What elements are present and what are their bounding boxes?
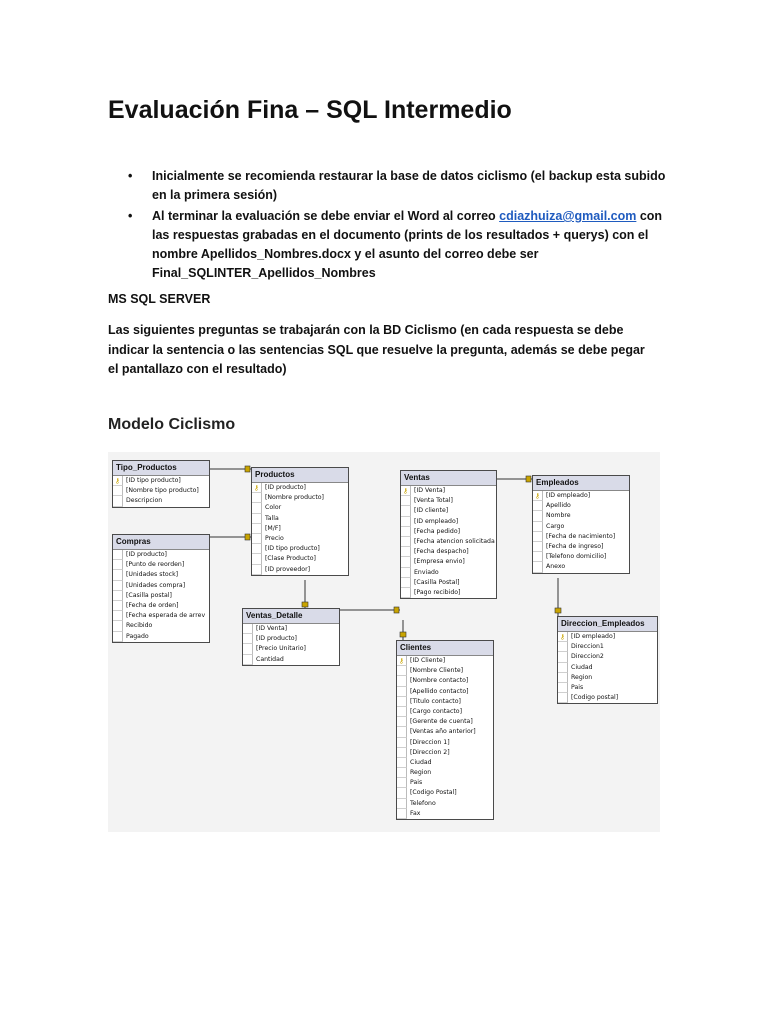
column-name: Cantidad [256,655,284,663]
column-name: [ID producto] [256,635,297,643]
table-header: Compras [113,535,209,550]
table-tipo-productos[interactable] [112,460,210,508]
row-selector [113,581,123,591]
instruction-item-submit [108,207,668,283]
row-selector [401,527,411,537]
column-row [113,632,209,642]
row-selector [252,554,262,564]
bullet-icon: • [128,209,133,223]
column-row [397,656,493,666]
row-selector [113,570,123,580]
table-header: Ventas_Detalle [243,609,339,624]
row-selector [243,644,253,654]
primary-key-icon: ⚷ [533,491,543,501]
column-row [113,570,209,580]
primary-key-icon: ⚷ [401,486,411,496]
column-row [113,550,209,560]
row-selector [397,727,407,737]
row-selector [252,534,262,544]
row-selector [533,562,543,572]
row-selector [397,707,407,717]
row-selector [533,552,543,562]
column-name: Pais [410,779,423,787]
row-selector [397,758,407,768]
column-row [558,663,657,673]
row-selector [243,634,253,644]
column-row [252,503,348,513]
instruction-item-restore [108,167,668,205]
column-row [397,738,493,748]
table-productos[interactable] [251,467,349,576]
column-name: [ID cliente] [414,507,449,515]
column-name: [Codigo postal] [571,694,619,702]
column-name: Ciudad [571,663,593,671]
column-row [113,476,209,486]
column-row [397,717,493,727]
instruction-text: y el asunto del correo debe ser [350,247,539,261]
column-row [401,527,496,537]
column-name: [Casilla Postal] [414,578,460,586]
row-selector [243,624,253,634]
column-row [401,588,496,598]
column-row [558,652,657,662]
row-selector [558,663,568,673]
column-row [401,486,496,496]
column-row [113,591,209,601]
column-row [113,560,209,570]
column-row [401,557,496,567]
column-name: Region [571,673,593,681]
row-selector [397,717,407,727]
column-name: Direccion2 [571,653,604,661]
column-name: [Precio Unitario] [256,645,306,653]
column-name: Precio [265,534,284,542]
column-row [558,642,657,652]
row-selector [397,687,407,697]
row-selector [397,697,407,707]
row-selector [397,738,407,748]
table-header: Ventas [401,471,496,486]
column-row [533,522,629,532]
column-name: [ID empleado] [571,633,616,640]
column-name: [ID proveedor] [265,565,311,573]
column-name: Anexo [546,563,566,571]
column-row [243,624,339,634]
column-name: [Direccion 1] [410,738,450,746]
row-selector [397,809,407,819]
column-name: [ID tipo producto] [126,477,181,484]
column-row [397,799,493,809]
column-row [243,644,339,654]
table-header: Tipo_Productos [113,461,209,476]
column-row [113,601,209,611]
column-name: Telefono [410,799,436,807]
row-selector [397,788,407,798]
column-name: Fax [410,809,421,817]
column-row [252,544,348,554]
column-row [533,491,629,501]
row-selector [401,557,411,567]
column-row [243,655,339,665]
column-row [401,537,496,547]
column-name: [ID Venta] [414,487,446,494]
row-selector [113,611,123,621]
column-name: [Direccion 2] [410,748,450,756]
column-name: [Unidades stock] [126,571,179,579]
row-selector [397,748,407,758]
column-row [397,748,493,758]
primary-key-icon: ⚷ [397,656,407,666]
table-empleados[interactable] [532,475,630,574]
model-heading: Modelo Ciclismo [108,416,236,433]
column-row [401,547,496,557]
file-name: Apellidos_Nombres.docx [200,247,351,261]
instruction-text: con las respuestas grabadas en el documento (prints de los resultados + querys) con el nombre [152,209,663,261]
column-row [113,581,209,591]
column-name: [Unidades compra] [126,581,186,589]
email-subject: Final_SQLINTER_Apellidos_Nombres [152,266,376,280]
column-row [397,788,493,798]
column-name: Apellido [546,502,571,510]
row-selector [558,673,568,683]
column-row [252,534,348,544]
row-selector [252,524,262,534]
column-name: [M/F] [265,524,281,532]
row-selector [397,768,407,778]
column-name: [Fecha despacho] [414,548,469,556]
table-header: Direccion_Empleados [558,617,657,632]
column-row [252,565,348,575]
er-diagram [108,452,660,832]
row-selector [558,642,568,652]
column-name: Pais [571,683,584,691]
column-row [113,611,209,621]
instruction-text: Al terminar la evaluación se debe enviar el Word al correo [152,209,500,223]
column-row [397,676,493,686]
column-row [397,778,493,788]
row-selector [252,544,262,554]
row-selector [533,542,543,552]
column-name: [ID empleado] [546,492,591,499]
row-selector [401,506,411,516]
column-row [397,758,493,768]
table-header: Productos [252,468,348,483]
column-name: [Titulo contacto] [410,697,461,705]
primary-key-icon: ⚷ [558,632,568,642]
row-selector [397,666,407,676]
row-selector [113,632,123,642]
column-row [558,683,657,693]
column-name: [Cargo contacto] [410,707,462,715]
column-row [113,496,209,506]
column-row [533,501,629,511]
row-selector [533,511,543,521]
row-selector [533,501,543,511]
row-selector [401,568,411,578]
column-row [533,511,629,521]
column-row [397,809,493,819]
column-name: Nombre [546,512,571,520]
column-row [397,707,493,717]
column-row [113,486,209,496]
table-header: Clientes [397,641,493,656]
column-name: [Empresa envio] [414,558,465,566]
column-row [397,687,493,697]
row-selector [401,578,411,588]
row-selector [113,496,123,506]
column-name: [Clase Producto] [265,555,316,563]
table-clientes[interactable] [396,640,494,820]
column-row [252,524,348,534]
column-name: Cargo [546,522,565,530]
section-heading: MS SQL SERVER [108,292,211,306]
column-row [397,727,493,737]
row-selector [252,565,262,575]
table-ventas-detalle[interactable] [242,608,340,666]
row-selector [397,778,407,788]
row-selector [533,532,543,542]
column-row [252,554,348,564]
row-selector [397,799,407,809]
row-selector [113,591,123,601]
row-selector [113,601,123,611]
column-row [113,621,209,631]
column-name: [Nombre Cliente] [410,667,464,675]
row-selector [558,683,568,693]
column-row [397,666,493,676]
row-selector [401,537,411,547]
primary-key-icon: ⚷ [113,476,123,486]
column-row [558,632,657,642]
row-selector [113,550,123,560]
column-row [401,517,496,527]
column-name: [Telefono domicilio] [546,553,607,561]
column-name: [Gerente de cuenta] [410,718,473,726]
column-name: [Fecha pedido] [414,527,461,535]
column-name: [Fecha de orden] [126,601,179,609]
primary-key-icon: ⚷ [252,483,262,493]
column-row [401,578,496,588]
column-name: [ID Venta] [256,625,288,632]
column-name: [ID producto] [126,551,167,558]
column-name: [ID producto] [265,484,306,491]
table-ventas[interactable] [400,470,497,599]
row-selector [401,588,411,598]
column-row [252,514,348,524]
email-link[interactable]: cdiazhuiza@gmail.com [499,209,637,223]
row-selector [401,547,411,557]
column-name: [Punto de reorden] [126,561,185,569]
intro-paragraph: Las siguientes preguntas se trabajarán con la BD Ciclismo (en cada respuesta se debe indicar la sentencia o las sentencias SQL que resuelve la pregunta, además se debe pegar el pantallazo con el resultado) [108,323,645,376]
column-name: Recibido [126,622,153,630]
column-name: Talla [265,514,279,522]
column-name: Descripcion [126,497,163,505]
column-row [533,532,629,542]
column-row [558,673,657,683]
table-header: Empleados [533,476,629,491]
row-selector [113,621,123,631]
column-name: [Fecha de nacimiento] [546,532,616,540]
column-name: Color [265,504,282,512]
instruction-text: Inicialmente se recomienda restaurar la base de datos ciclismo (el backup esta subido en la primera sesión) [152,169,666,202]
row-selector [252,493,262,503]
column-name: [Nombre contacto] [410,677,469,685]
row-selector [533,522,543,532]
column-name: [Venta Total] [414,497,453,505]
column-row [401,506,496,516]
page-title: Evaluación Fina – SQL Intermedio [108,96,512,124]
column-name: Pagado [126,632,149,640]
row-selector [113,486,123,496]
column-row [401,496,496,506]
row-selector [558,693,568,703]
column-name: [Fecha esperada de arrev [126,612,206,620]
column-name: [Casilla postal] [126,591,172,599]
column-name: [Codigo Postal] [410,789,457,797]
column-row [397,697,493,707]
row-selector [113,560,123,570]
column-row [252,493,348,503]
column-row [533,562,629,572]
column-name: Region [410,769,432,777]
column-name: [ID empleado] [414,517,459,525]
column-row [401,568,496,578]
column-name: [ID Cliente] [410,657,446,664]
row-selector [401,496,411,506]
column-name: [Apellido contacto] [410,687,469,695]
column-row [252,483,348,493]
column-name: Ciudad [410,758,432,766]
column-name: [Nombre tipo producto] [126,487,199,495]
row-selector [252,503,262,513]
column-name: Enviado [414,568,439,576]
column-name: [Fecha de ingreso] [546,542,604,550]
table-compras[interactable] [112,534,210,643]
table-direccion-empleados[interactable] [557,616,658,704]
bullet-icon: • [128,169,133,183]
column-name: [Ventas año anterior] [410,728,476,736]
column-name: [Pago recibido] [414,588,461,596]
column-name: [Nombre producto] [265,494,324,502]
row-selector [252,514,262,524]
instruction-list [108,167,668,285]
row-selector [401,517,411,527]
row-selector [558,652,568,662]
column-row [533,542,629,552]
row-selector [397,676,407,686]
row-selector [243,655,253,665]
column-name: [Fecha atencion solicitada [414,537,495,545]
column-name: Direccion1 [571,643,604,651]
column-row [243,634,339,644]
column-row [397,768,493,778]
column-row [533,552,629,562]
column-row [558,693,657,703]
column-name: [ID tipo producto] [265,545,320,553]
